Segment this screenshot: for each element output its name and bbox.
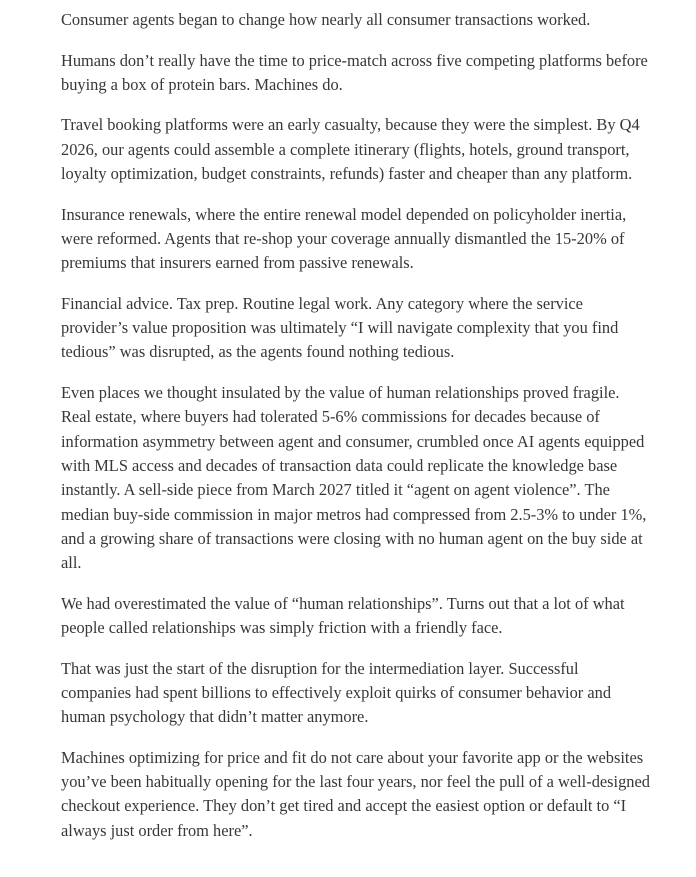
paragraph-travel-booking: Travel booking platforms were an early casualty, because they were the simplest. By Q4 2026, our agents could assemble a complete itinerary (flights, hotels, ground transport, loyalty optimization, budget constraints, refunds) faster and cheaper than any platform. (61, 115, 640, 184)
paragraph-machines-optimizing: Machines optimizing for price and fit do not care about your favorite app or the websites you’ve been habitually opening for the last four years, nor feel the pull of a well-designed checkout experience. They don’t get tired and accept the easiest option or default to “I always just order from here”. (61, 747, 650, 840)
paragraph-financial-advice: Financial advice. Tax prep. Routine legal work. Any category where the service provider’s value proposition was ultimately “I will navigate complexity that you find tedious” was disrupted, as the agents found nothing tedious. (61, 293, 619, 362)
article-body (61, 8, 651, 859)
paragraph-insurance-renewals: Insurance renewals, where the entire renewal model depended on policyholder inertia, were reformed. Agents that re-shop your coverage annually dismantled the 15-20% of premiums that insurers earned from passive renewals. (61, 204, 627, 273)
paragraph-consumer-agents: Consumer agents began to change how nearly all consumer transactions worked. (61, 10, 591, 29)
paragraph-intermediation-layer: That was just the start of the disruption for the intermediation layer. Successful companies had spent billions to effectively exploit quirks of consumer behavior and human psychology that didn’t matter anymore. (61, 658, 612, 727)
paragraph-human-relationships: We had overestimated the value of “human relationships”. Turns out that a lot of what people called relationships was simply friction with a friendly face. (61, 593, 625, 638)
paragraph-real-estate: Even places we thought insulated by the value of human relationships proved fragile. Real estate, where buyers had tolerated 5-6% commissions for decades because of information asymmetry between agent and consumer, crumbled once AI agents equipped with MLS access and decades of transaction data could replicate the knowledge base instantly. A sell-side piece from March 2027 titled it “agent on agent violence”. The median buy-side commission in major metros had compressed from 2.5-3% to under 1%, and a growing share of transactions were closing with no human agent on the buy side at all. (61, 383, 647, 573)
paragraph-price-match: Humans don’t really have the time to price-match across five competing platforms before buying a box of protein bars. Machines do. (61, 50, 648, 94)
